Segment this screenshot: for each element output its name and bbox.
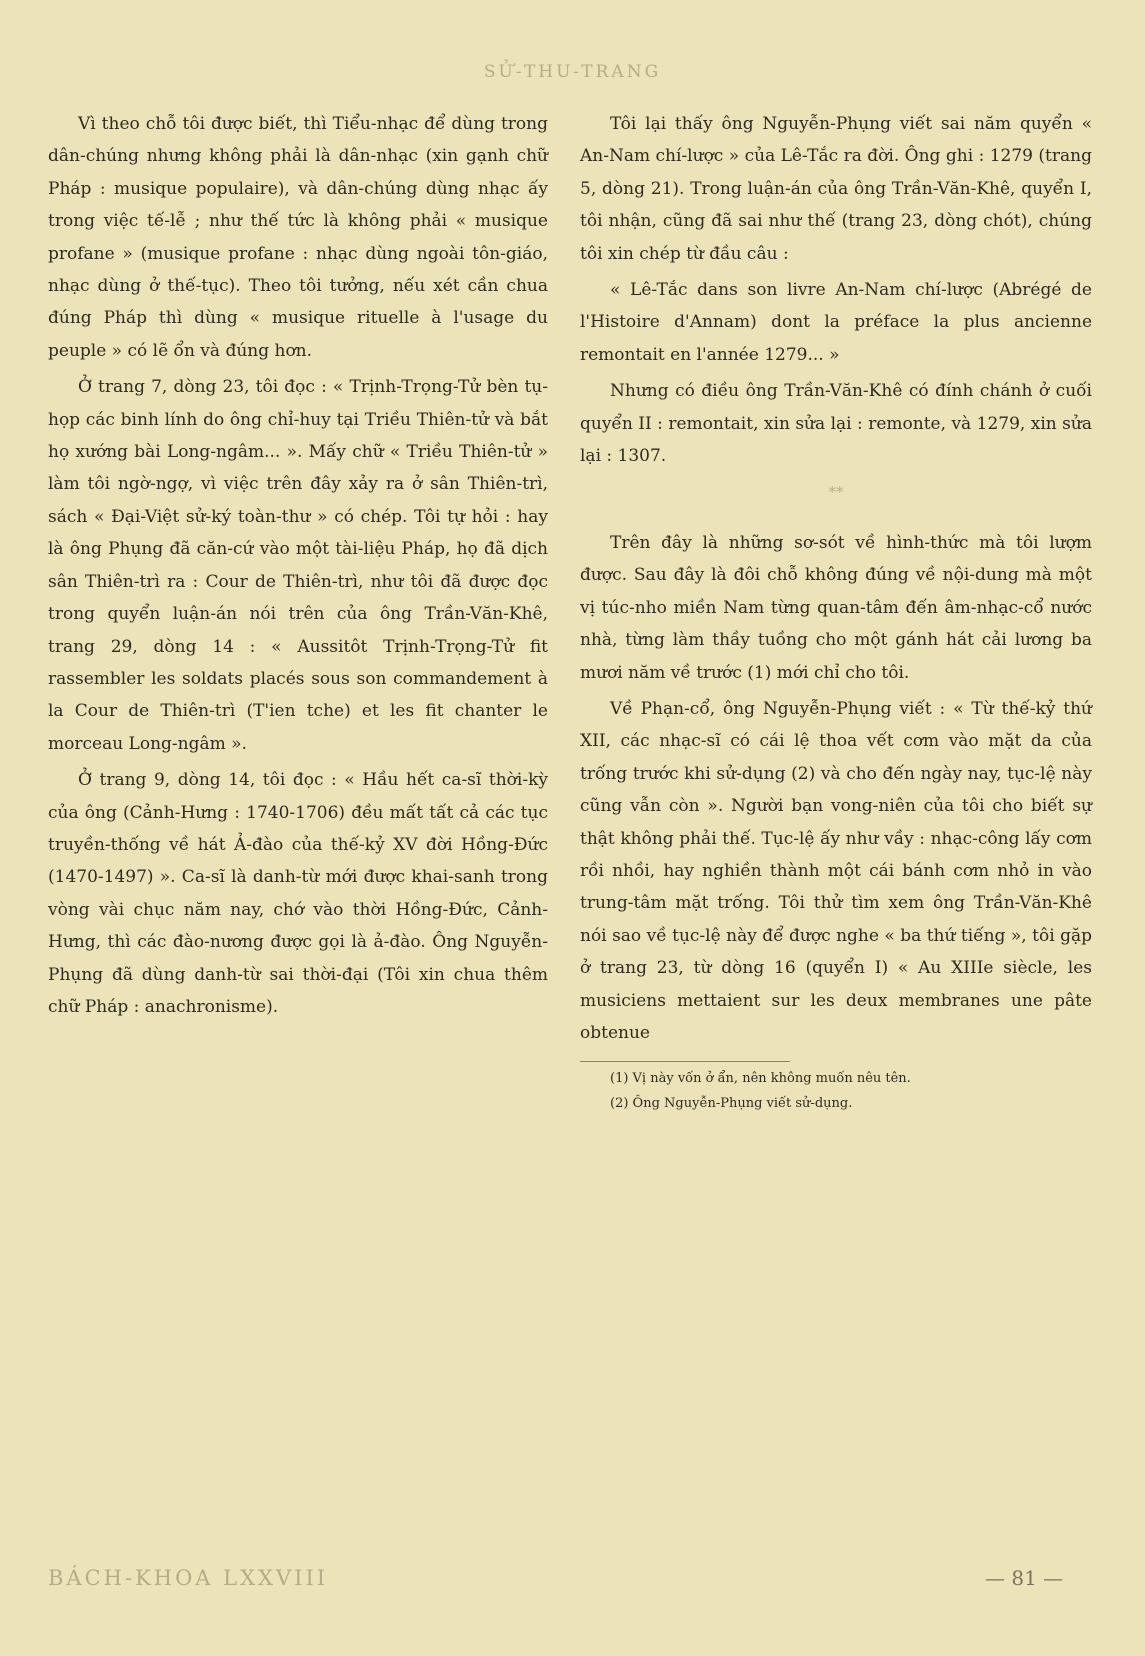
- section-divider: **: [828, 483, 844, 502]
- right-column: [580, 108, 1092, 1118]
- paragraph: Ở trang 9, dòng 14, tôi đọc : « Hầu hết ca-sĩ thời-kỳ của ông (Cảnh-Hưng : 1740-1706) đều mất tất cả các tục truyền-thống về hát Ả-đào của thế-kỷ XV đời Hồng-Đức (1470-1497) ». Ca-sĩ là danh-từ mới được khai-sanh trong vòng vài chục năm nay, chớ vào thời Hồng-Đức, Cảnh-Hưng, thì các đào-nương được gọi là ả-đào. Ông Nguyễn-Phụng đã dùng danh-từ sai thời-đại (Tôi xin chua thêm chữ Pháp : anachronisme).: [48, 770, 548, 1017]
- paragraph: Vì theo chỗ tôi được biết, thì Tiểu-nhạc để dùng trong dân-chúng nhưng không phải là dân-nhạc (xin gạnh chữ Pháp : musique populaire), và dân-chúng dùng nhạc ấy trong việc tế-lễ ; như thế tức là không phải « musique profane » (musique profane : nhạc dùng ngoài tôn-giáo, nhạc dùng ở thế-tục). Theo tôi tưởng, nếu xét cần chua đúng Pháp thì dùng « musique rituelle à l'usage du peuple » có lẽ ổn và đúng hơn.: [48, 114, 548, 361]
- journal-footer: BÁCH-KHOA LXXVIII: [48, 1566, 329, 1590]
- running-head: SỬ-THU-TRANG: [483, 62, 662, 82]
- footnote: (1) Vị này vốn ở ẩn, nên không muốn nêu tên.: [610, 1071, 911, 1087]
- quotation: « Lê-Tắc dans son livre An-Nam chí-lược (Abrégé de l'Histoire d'Annam) dont la préface la plus ancienne remontait en l'année 1279... »: [580, 280, 1092, 365]
- page-number: — 81 —: [985, 1566, 1064, 1590]
- paragraph: Tôi lại thấy ông Nguyễn-Phụng viết sai năm quyển « An-Nam chí-lược » của Lê-Tắc ra đời. Ông ghi : 1279 (trang 5, dòng 21). Trong luận-án của ông Trần-Văn-Khê, quyển I, tôi nhận, cũng đã sai như thế (trang 23, dòng chót), chúng tôi xin chép từ đầu câu :: [580, 114, 1092, 264]
- paragraph: Nhưng có điều ông Trần-Văn-Khê có đính chánh ở cuối quyển II : remontait, xin sửa lại : remonte, và 1279, xin sửa lại : 1307.: [580, 381, 1092, 467]
- left-column: [48, 108, 548, 1027]
- footnote-rule: [580, 1061, 790, 1062]
- footnote: (2) Ông Nguyễn-Phụng viết sử-dụng.: [610, 1096, 853, 1112]
- paragraph: Về Phạn-cổ, ông Nguyễn-Phụng viết : « Từ thế-kỷ thứ XII, các nhạc-sĩ có cái lệ thoa vết cơm vào mặt da của trống trước khi sử-dụng (2) và cho đến ngày nay, tục-lệ này cũng vẫn còn ». Người bạn vong-niên của tôi cho biết sự thật không phải thế. Tục-lệ ấy như vầy : nhạc-công lấy cơm rồi nhồi, hay nghiền thành một cái bánh cơm nhỏ in vào trung-tâm mặt trống. Tôi thử tìm xem ông Trần-Văn-Khê nói sao về tục-lệ này để được nghe « ba thứ tiếng », tôi gặp ở trang 23, từ dòng 16 (quyển I) « Au XIIIe siècle, les musiciens mettaient sur les deux membranes une pâte obtenue: [580, 698, 1092, 1043]
- paragraph: Trên đây là những sơ-sót về hình-thức mà tôi lượm được. Sau đây là đôi chỗ không đúng về nội-dung mà một vị túc-nho miền Nam từng quan-tâm đến âm-nhạc-cổ nước nhà, từng làm thầy tuồng cho một gánh hát cải lương ba mươi năm về trước (1) mới chỉ cho tôi.: [580, 532, 1092, 683]
- paragraph: Ở trang 7, dòng 23, tôi đọc : « Trịnh-Trọng-Tử bèn tụ-họp các binh lính do ông chỉ-huy tại Triều Thiên-tử và bắt họ xướng bài Long-ngâm... ». Mấy chữ « Triều Thiên-tử » làm tôi ngờ-ngợ, vì việc trên đây xảy ra ở sân Thiên-trì, sách « Đại-Việt sử-ký toàn-thư » có chép. Tôi tự hỏi : hay là ông Phụng đã căn-cứ vào một tài-liệu Pháp, họ đã dịch sân Thiên-trì ra : Cour de Thiên-trì, như tôi đã được đọc trong quyển luận-án nói trên của ông Trần-Văn-Khê, trang 29, dòng 14 : « Aussitôt Trịnh-Trọng-Tử fit rassembler les soldats placés sous son commandement à la Cour de Thiên-trì (T'ien tche) et les fit chanter le morceau Long-ngâm ».: [48, 377, 548, 754]
